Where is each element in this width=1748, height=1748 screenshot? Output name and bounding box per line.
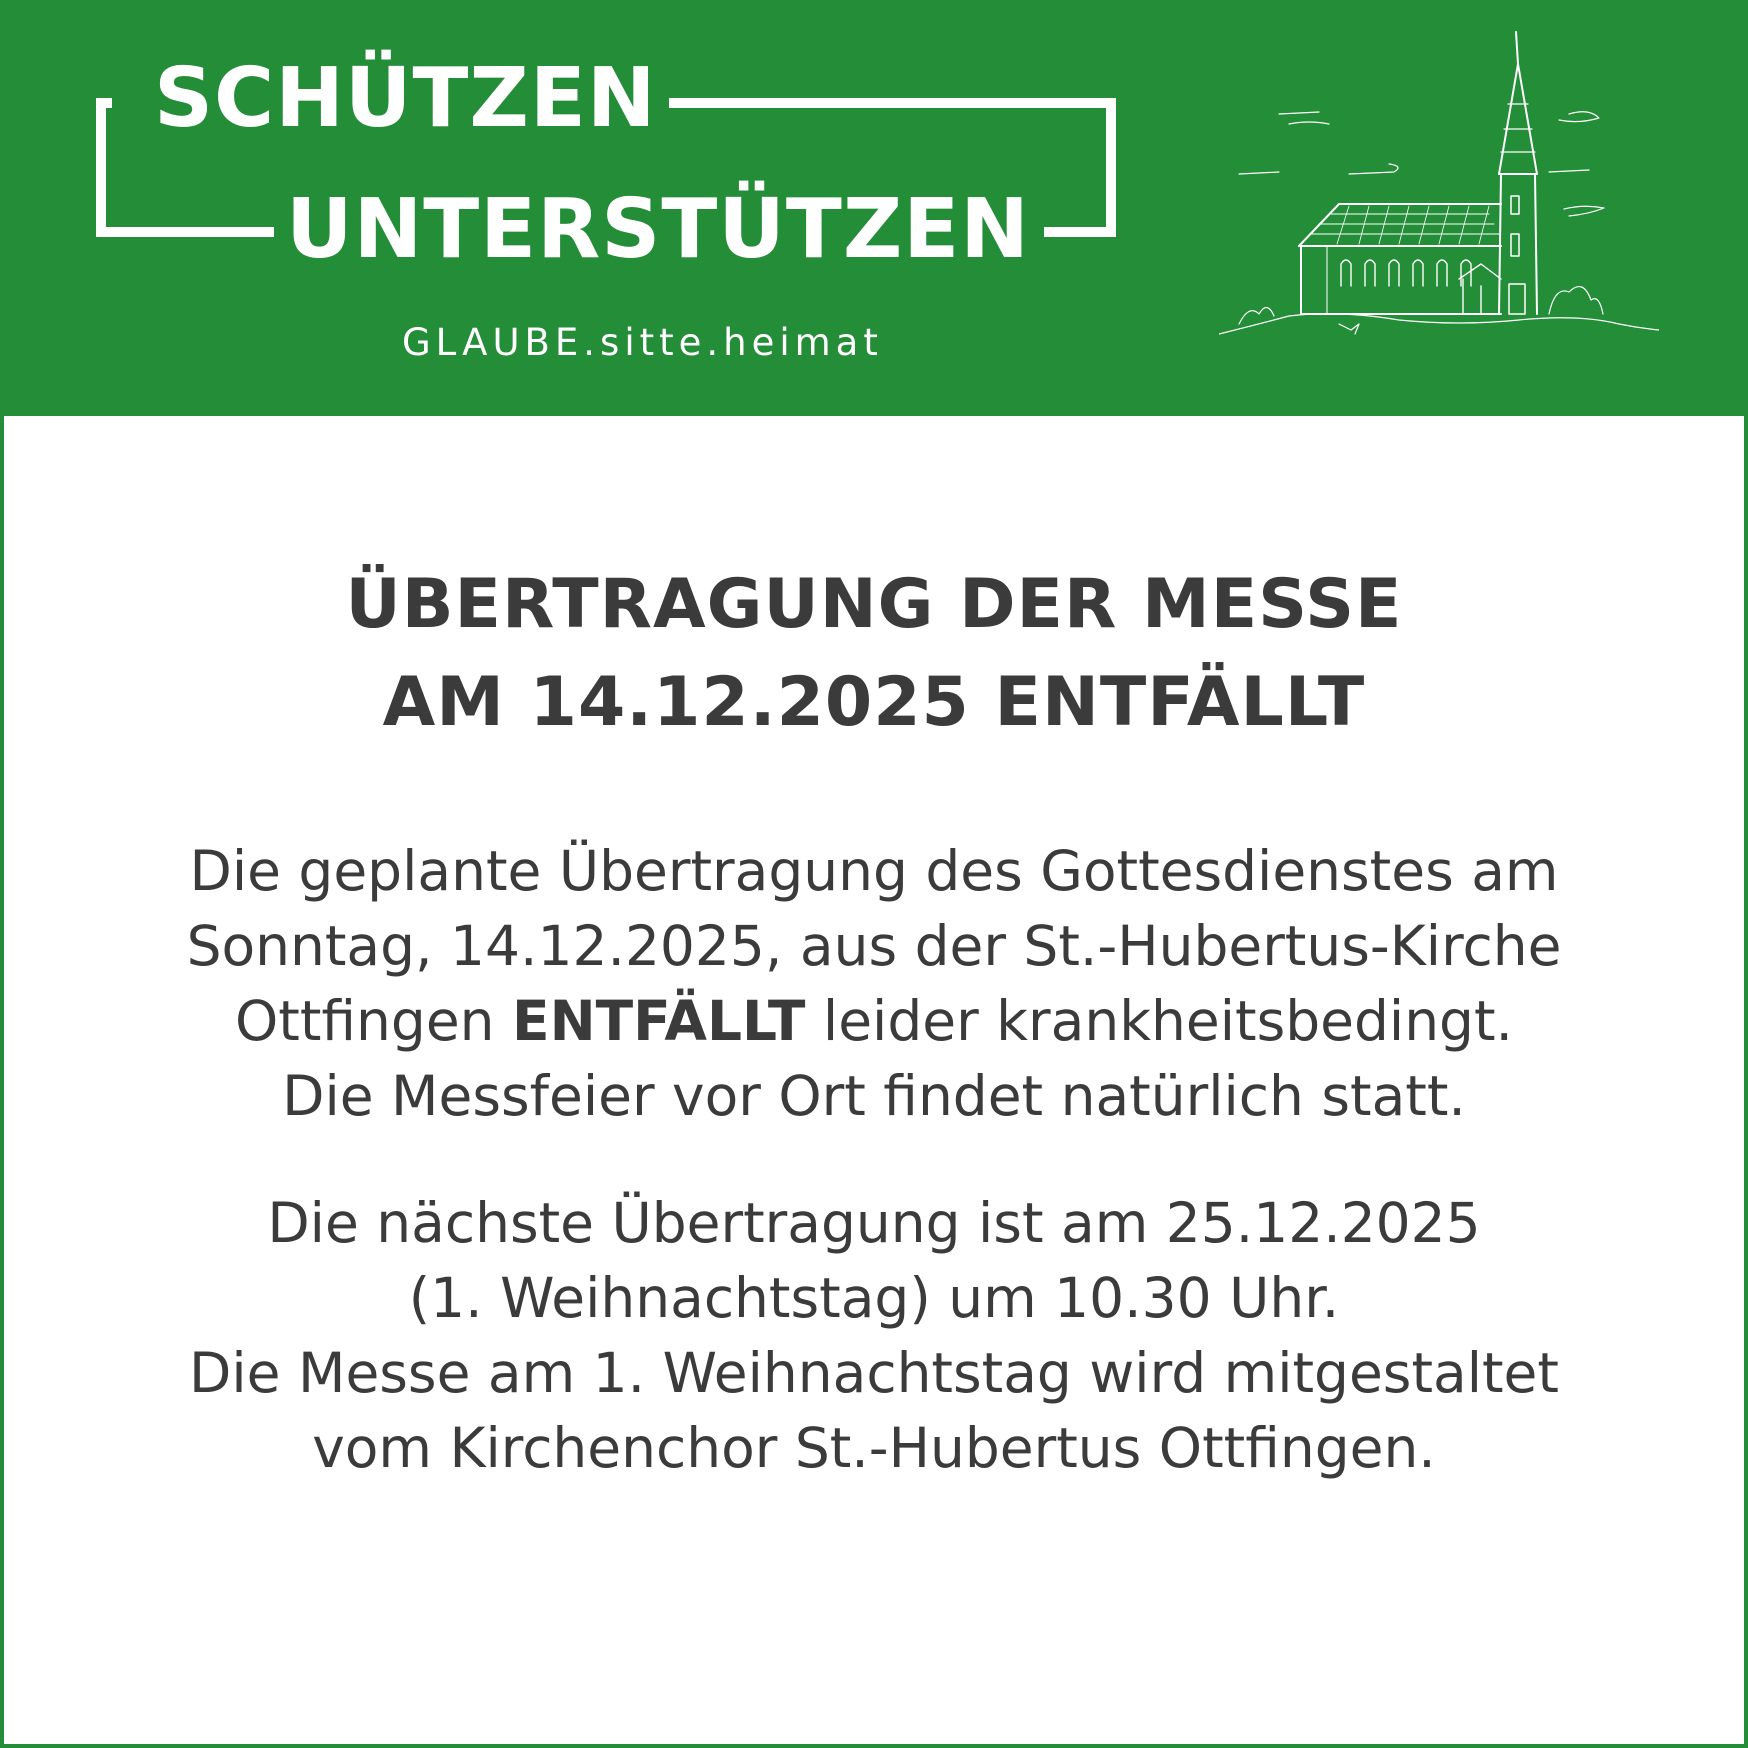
paragraph-text: Ottfingen bbox=[234, 989, 512, 1053]
logo-line-1: SCHÜTZEN bbox=[154, 51, 657, 146]
headline-line-1: ÜBERTRAGUNG DER MESSE bbox=[345, 565, 1403, 644]
church-illustration bbox=[1219, 24, 1659, 344]
paragraph-line: vom Kirchenchor St.-Hubertus Ottfingen. bbox=[312, 1416, 1436, 1480]
paragraph-line: Die nächste Übertragung ist am 25.12.2025 bbox=[267, 1191, 1481, 1255]
logo-frame bbox=[669, 98, 1116, 108]
logo bbox=[4, 4, 1154, 416]
paragraph-line: (1. Weihnachtstag) um 10.30 Uhr. bbox=[408, 1266, 1340, 1330]
header-banner bbox=[4, 4, 1744, 416]
main-content bbox=[4, 416, 1744, 1486]
paragraph-cancellation bbox=[4, 834, 1744, 1134]
paragraph-line bbox=[4, 984, 1744, 1059]
logo-line-2: UNTERSTÜTZEN bbox=[286, 182, 1030, 277]
paragraph-next-broadcast bbox=[4, 1186, 1744, 1486]
paragraph-line: Die Messe am 1. Weihnachtstag wird mitgestaltet bbox=[189, 1341, 1559, 1405]
logo-frame bbox=[96, 227, 274, 237]
logo-frame bbox=[1044, 227, 1116, 237]
headline bbox=[4, 556, 1744, 752]
logo-frame bbox=[1106, 98, 1116, 237]
paragraph-line: Die geplante Übertragung des Gottesdienstes am bbox=[189, 839, 1559, 903]
logo-tagline: GLAUBE.sitte.heimat bbox=[402, 321, 883, 364]
headline-line-2: AM 14.12.2025 ENTFÄLLT bbox=[382, 663, 1366, 742]
paragraph-line: Sonntag, 14.12.2025, aus der St.-Hubertus-Kirche bbox=[186, 914, 1562, 978]
paragraph-text: leider krankheitsbedingt. bbox=[805, 989, 1514, 1053]
emphasis-text: ENTFÄLLT bbox=[512, 989, 806, 1053]
logo-frame bbox=[96, 98, 106, 237]
paragraph-line: Die Messfeier vor Ort findet natürlich statt. bbox=[282, 1064, 1466, 1128]
